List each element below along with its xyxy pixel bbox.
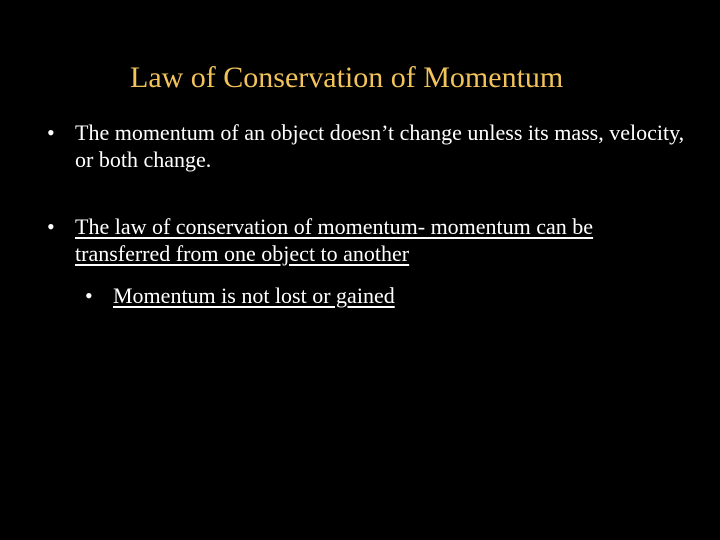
- bullet-icon: •: [47, 120, 55, 145]
- bullet-item-1: [47, 119, 687, 173]
- slide-title: Law of Conservation of Momentum: [130, 61, 564, 94]
- sub-bullet-text-1: Momentum is not lost or gained: [113, 283, 395, 308]
- bullet-text-1: The momentum of an object doesn’t change unless its mass, velocity, or both change.: [75, 120, 685, 172]
- bullet-text-2: The law of conservation of momentum- momentum can be transferred from one object to another: [75, 214, 594, 266]
- bullet-icon: •: [85, 283, 93, 308]
- sub-bullet-item-1: [85, 282, 645, 309]
- bullet-icon: •: [47, 214, 55, 239]
- bullet-item-2: [47, 213, 687, 267]
